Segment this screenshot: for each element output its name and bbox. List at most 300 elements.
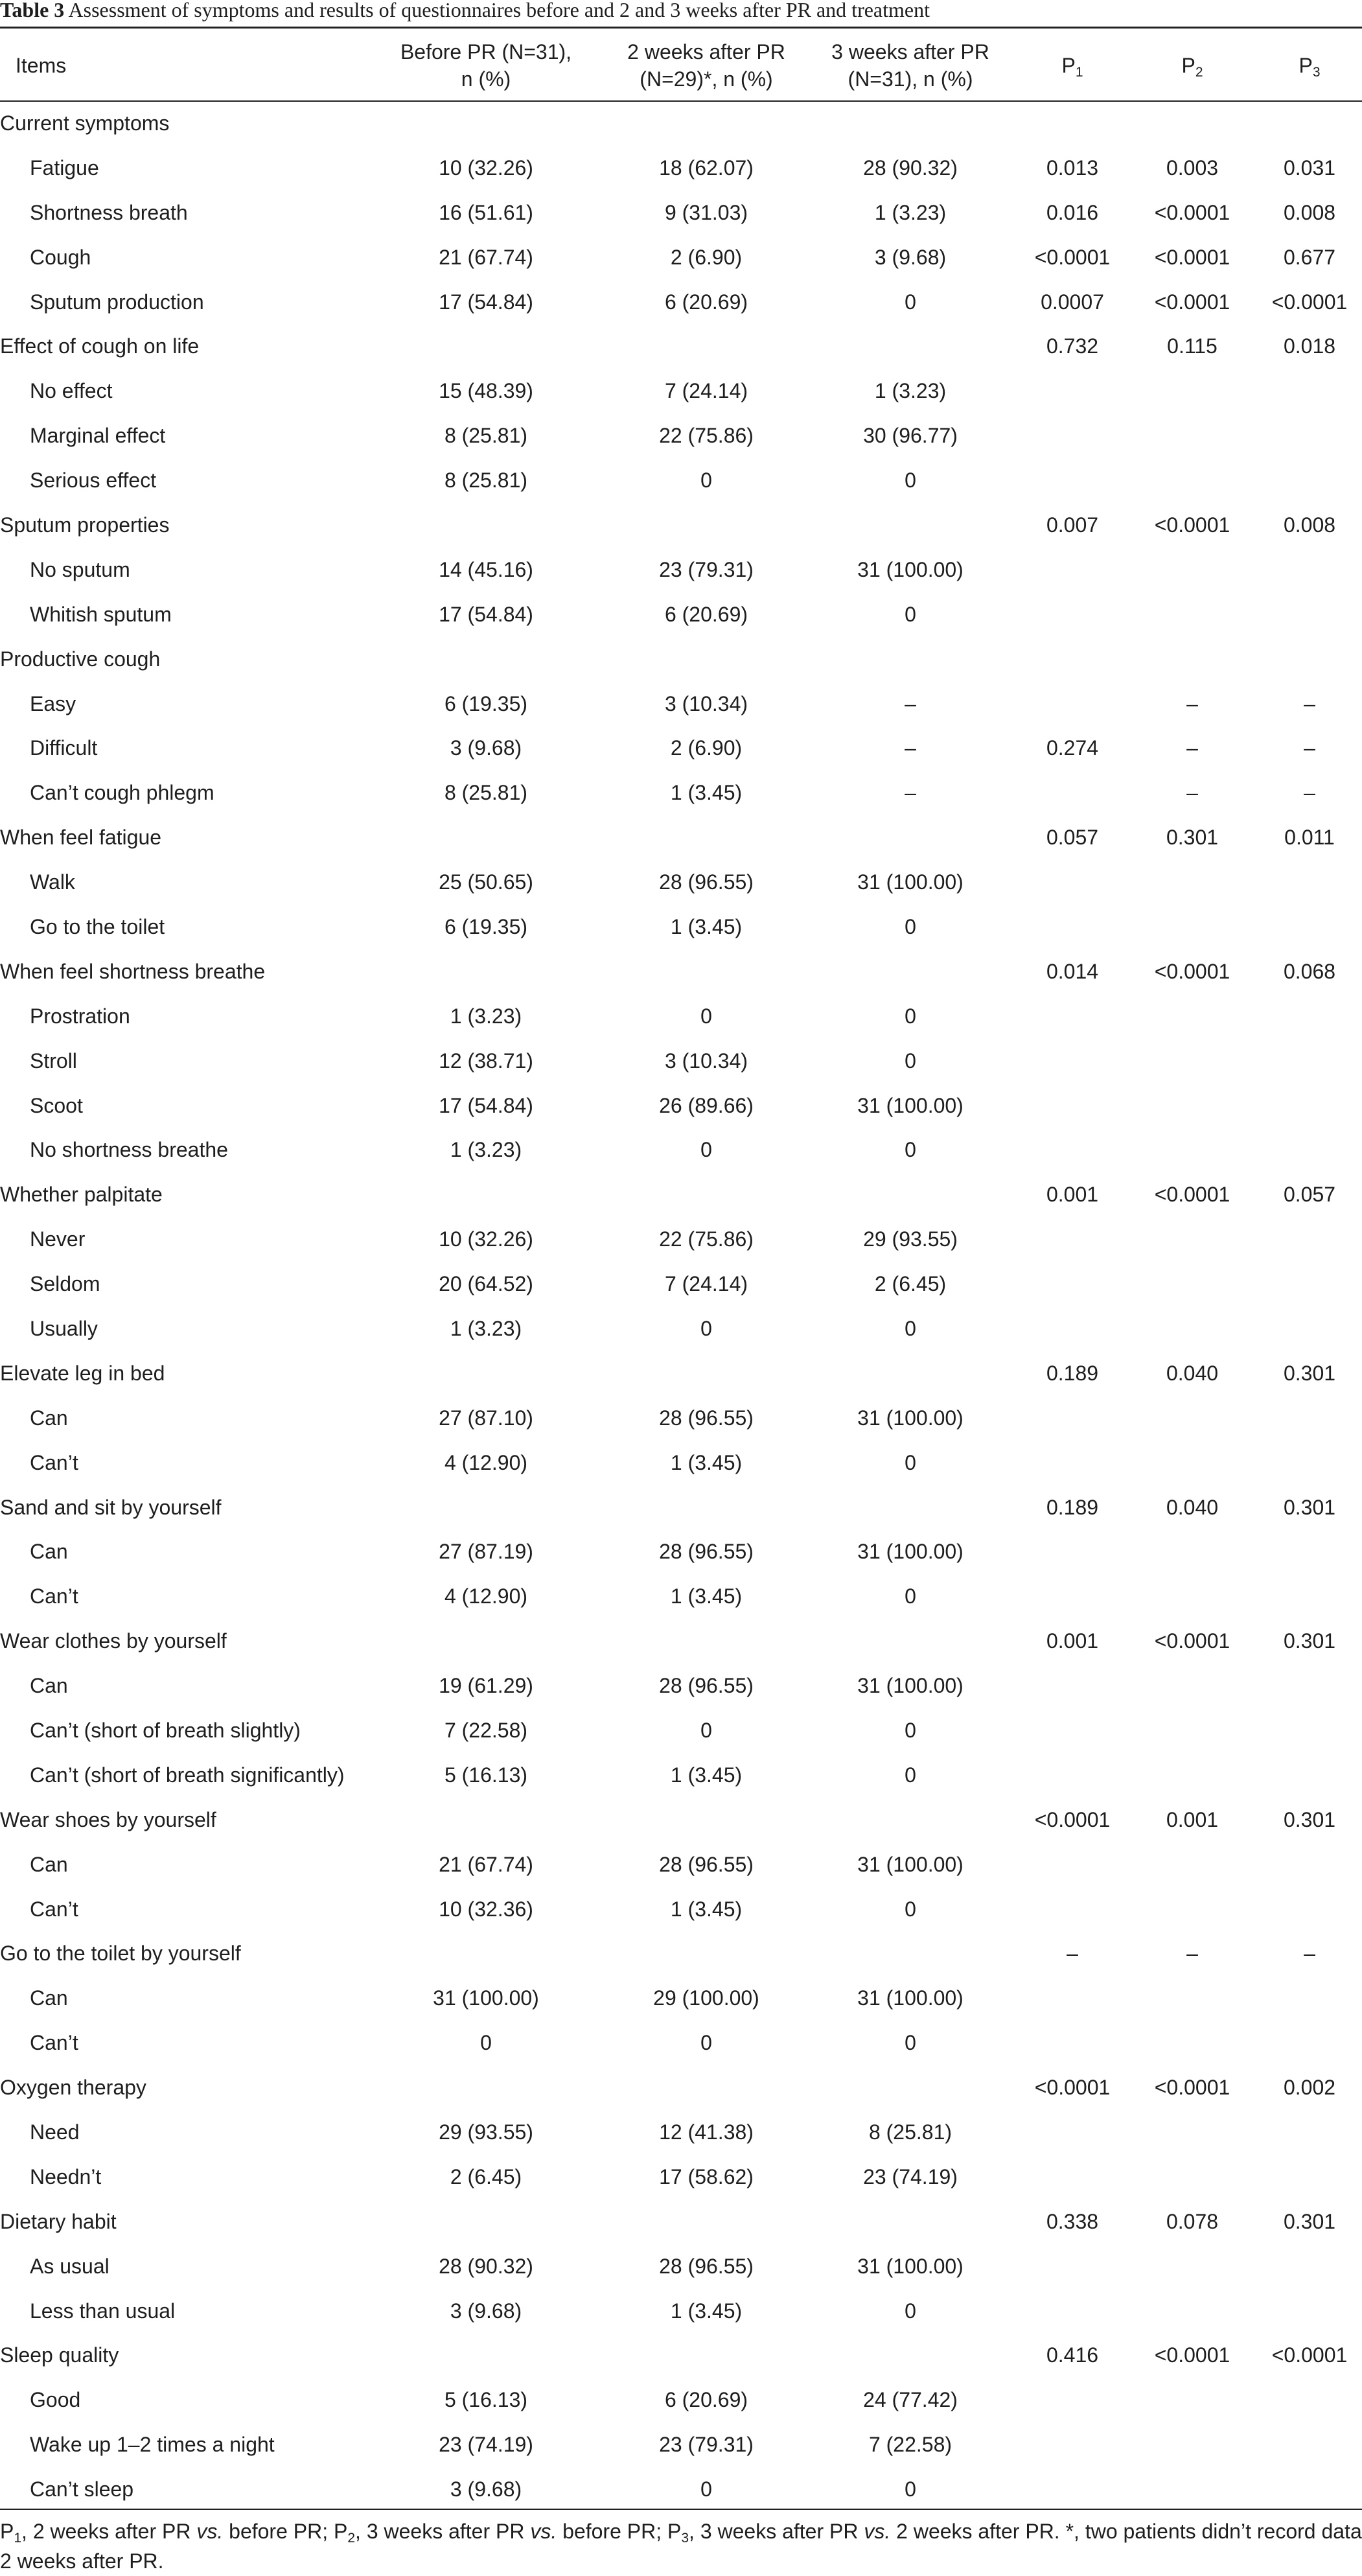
cell-week2 (609, 1798, 803, 1842)
cell-p2 (1127, 2021, 1257, 2065)
cell-p3: 0.008 (1283, 200, 1336, 224)
cell-p1: <0.0001 (1034, 245, 1111, 269)
cell-p1 (1017, 637, 1127, 682)
col-header-items: Items (16, 54, 67, 77)
cell-p1: 0.189 (1046, 1495, 1099, 1519)
table-row (0, 2467, 1362, 2512)
cell-p2 (1127, 1753, 1257, 1798)
table-row (0, 458, 1362, 503)
cell-week2: 29 (100.00) (653, 1986, 759, 2010)
category-row (0, 1932, 1362, 1977)
cell-p1 (1017, 2422, 1127, 2467)
footnote-text-5: , 3 weeks after PR (689, 2520, 864, 2543)
cell-p1 (1017, 101, 1127, 146)
cell-p3 (1257, 637, 1362, 682)
cell-p3 (1257, 1530, 1362, 1575)
cell-p1 (1017, 771, 1127, 815)
cell-week3: 28 (90.32) (863, 156, 958, 180)
table-row (0, 1441, 1362, 1485)
header-row (0, 30, 1362, 101)
cell-p1 (1017, 2378, 1127, 2422)
cell-before: 6 (19.35) (444, 914, 528, 938)
cell-p3: – (1304, 691, 1315, 715)
cell-item: As usual (30, 2254, 110, 2278)
cell-p2 (1127, 637, 1257, 682)
cell-p2: <0.0001 (1154, 1183, 1230, 1207)
cell-before: 12 (38.71) (439, 1049, 533, 1073)
cell-week3: 2 (6.45) (874, 1272, 947, 1296)
cell-week2 (609, 324, 803, 369)
cell-item: Can (30, 1406, 68, 1430)
col-header-week3-line2: (N=31), n (%) (848, 67, 973, 91)
cell-item: Shortness breath (30, 200, 188, 224)
table-row (0, 2244, 1362, 2289)
cell-week2: 2 (6.90) (670, 736, 743, 760)
cell-p1: <0.0001 (1034, 2076, 1111, 2100)
cell-p1 (1017, 1306, 1127, 1351)
cell-p1 (1017, 2110, 1127, 2155)
cell-before: 29 (93.55) (439, 2120, 533, 2144)
cell-p2: – (1186, 691, 1198, 715)
cell-item: No shortness breathe (30, 1138, 228, 1162)
cell-week2: 1 (3.45) (670, 1450, 743, 1474)
cell-item: Marginal effect (30, 424, 166, 448)
table-row (0, 2289, 1362, 2334)
cell-before: 5 (16.13) (444, 2388, 528, 2412)
cell-p3: 0.677 (1283, 245, 1336, 269)
cell-p3 (1257, 2378, 1362, 2422)
category-row (0, 101, 1362, 146)
footnote-text-6: 2 weeks after PR. *, two patients didn’t record data 2 weeks after PR. (0, 2520, 1362, 2573)
cell-item: Can’t (30, 1897, 78, 1921)
cell-week3: 0 (905, 1584, 916, 1608)
cell-p2 (1127, 1887, 1257, 1932)
cell-p1 (1017, 592, 1127, 637)
col-header-week3 (803, 30, 1017, 101)
table-row (0, 905, 1362, 949)
cell-p2 (1127, 1441, 1257, 1485)
cell-week2: 7 (24.14) (664, 1272, 748, 1296)
cell-p3: 0.057 (1283, 1183, 1336, 1207)
cell-week3: 31 (100.00) (857, 1540, 964, 1564)
cell-before (363, 1351, 609, 1396)
col-header-p2 (1127, 30, 1257, 101)
cell-p1 (1017, 1887, 1127, 1932)
cell-week3: – (905, 691, 916, 715)
category-row (0, 1798, 1362, 1842)
cell-p3: 0.011 (1284, 826, 1335, 850)
table-row (0, 1530, 1362, 1575)
cell-week3: 31 (100.00) (857, 557, 964, 581)
cell-week3 (803, 1172, 1017, 1217)
cell-p1: <0.0001 (1034, 1807, 1111, 1831)
cell-p2: 0.078 (1166, 2209, 1219, 2233)
cell-week3: 31 (100.00) (857, 1852, 964, 1876)
cell-week3: 0 (905, 1719, 916, 1742)
cell-p2 (1127, 1842, 1257, 1887)
cell-p2 (1127, 994, 1257, 1039)
cell-item: When feel fatigue (0, 826, 162, 850)
cell-week2: 28 (96.55) (659, 2254, 754, 2278)
cell-before (363, 1485, 609, 1530)
cell-before: 1 (3.23) (450, 1004, 522, 1028)
table-row (0, 1084, 1362, 1128)
table-row (0, 1306, 1362, 1351)
cell-week3: 31 (100.00) (857, 2254, 964, 2278)
cell-week2 (609, 637, 803, 682)
cell-before (363, 2334, 609, 2378)
footnote-p1-sub: 1 (14, 2531, 22, 2546)
cell-week3: 31 (100.00) (857, 1093, 964, 1117)
cell-week3: 0 (905, 2477, 916, 2501)
cell-p1: 0.0007 (1041, 290, 1104, 314)
footnote-text-2: before PR; (223, 2520, 334, 2543)
cell-item: Go to the toilet by yourself (0, 1942, 241, 1966)
table-caption (0, 0, 1362, 25)
table-row (0, 1128, 1362, 1172)
col-header-p2-letter: P (1181, 54, 1195, 77)
cell-p3 (1257, 1574, 1362, 1619)
table-label: Table 3 (0, 0, 65, 21)
col-header-p1 (1017, 30, 1127, 101)
cell-item: Good (30, 2388, 81, 2412)
cell-week3: 0 (905, 1316, 916, 1340)
table-row (0, 1396, 1362, 1441)
cell-p3: 0.068 (1283, 959, 1336, 983)
cell-week2 (609, 2334, 803, 2378)
cell-p3 (1257, 994, 1362, 1039)
cell-p3 (1257, 1664, 1362, 1708)
cell-p3 (1257, 905, 1362, 949)
cell-p2 (1127, 101, 1257, 146)
cell-p2: 0.001 (1166, 1807, 1219, 1831)
cell-item: Usually (30, 1316, 98, 1340)
cell-week2: 1 (3.45) (670, 1763, 743, 1787)
cell-week2: 28 (96.55) (659, 1674, 754, 1698)
cell-week2: 28 (96.55) (659, 1852, 754, 1876)
cell-p2: <0.0001 (1154, 1629, 1230, 1653)
col-header-p3 (1257, 30, 1362, 101)
footnote-p1: P (0, 2520, 14, 2543)
cell-item: Can’t (short of breath significantly) (30, 1763, 345, 1787)
table-row (0, 1887, 1362, 1932)
cell-p2 (1127, 860, 1257, 905)
cell-item: Go to the toilet (30, 914, 165, 938)
cell-item: Can’t sleep (30, 2477, 134, 2501)
col-header-before-line1: Before PR (N=31), (400, 40, 572, 64)
cell-week3: 23 (74.19) (863, 2164, 958, 2188)
cell-p2: 0.115 (1167, 334, 1218, 358)
table-row (0, 771, 1362, 815)
table-row (0, 1976, 1362, 2021)
cell-p2: – (1186, 1942, 1198, 1966)
cell-week3 (803, 2199, 1017, 2244)
cell-p2 (1127, 2467, 1257, 2512)
cell-before: 1 (3.23) (450, 1138, 522, 1162)
cell-before: 1 (3.23) (450, 1316, 522, 1340)
cell-week3 (803, 949, 1017, 994)
cell-before (363, 503, 609, 548)
table-body (0, 101, 1362, 2512)
cell-week2 (609, 101, 803, 146)
cell-item: Never (30, 1227, 86, 1251)
cell-week2: 2 (6.90) (670, 245, 743, 269)
cell-week2: 22 (75.86) (659, 424, 754, 448)
cell-p3 (1257, 2244, 1362, 2289)
category-row (0, 1351, 1362, 1396)
cell-p2 (1127, 548, 1257, 592)
cell-week3: 0 (905, 1897, 916, 1921)
cell-week2 (609, 815, 803, 860)
cell-p1 (1017, 860, 1127, 905)
cell-week3: 0 (905, 1763, 916, 1787)
cell-week2: 0 (700, 1004, 712, 1028)
table-row (0, 682, 1362, 726)
cell-week3 (803, 1485, 1017, 1530)
cell-item: Can’t (30, 1584, 78, 1608)
footnote-p2: P (334, 2520, 348, 2543)
cell-p2: – (1186, 736, 1198, 760)
cell-p2 (1127, 1574, 1257, 1619)
cell-week2 (609, 2065, 803, 2110)
cell-p2 (1127, 2378, 1257, 2422)
cell-week2 (609, 503, 803, 548)
cell-p1 (1017, 2155, 1127, 2199)
cell-item: Seldom (30, 1272, 100, 1296)
cell-before: 10 (32.26) (439, 156, 533, 180)
cell-p3 (1257, 2467, 1362, 2512)
cell-p3 (1257, 1306, 1362, 1351)
cell-item: Dietary habit (0, 2209, 117, 2233)
cell-before (363, 815, 609, 860)
cell-week2: 23 (79.31) (659, 557, 754, 581)
cell-p2 (1127, 1306, 1257, 1351)
footnote-vs-1: vs. (196, 2520, 224, 2543)
cell-item: Needn’t (30, 2164, 102, 2188)
cell-p1 (1017, 994, 1127, 1039)
cell-week2: 28 (96.55) (659, 1406, 754, 1430)
table-row (0, 1039, 1362, 1084)
cell-before: 8 (25.81) (444, 424, 528, 448)
category-row (0, 2199, 1362, 2244)
category-row (0, 1172, 1362, 1217)
cell-week3: 0 (905, 1138, 916, 1162)
cell-week3: 0 (905, 1004, 916, 1028)
cell-p1: 0.014 (1046, 959, 1099, 983)
cell-item: Whether palpitate (0, 1183, 163, 1207)
cell-week2: 9 (31.03) (664, 200, 748, 224)
cell-p1 (1017, 1574, 1127, 1619)
table-row (0, 1574, 1362, 1619)
cell-p2 (1127, 1084, 1257, 1128)
col-header-week2-line1: 2 weeks after PR (627, 40, 785, 64)
cell-item: Sputum properties (0, 513, 170, 537)
cell-p3: – (1304, 736, 1315, 760)
cell-week2: 1 (3.45) (670, 2299, 743, 2323)
cell-week2: 1 (3.45) (670, 1584, 743, 1608)
cell-item: Effect of cough on life (0, 334, 200, 358)
table-row (0, 2378, 1362, 2422)
table-row (0, 592, 1362, 637)
cell-p3: <0.0001 (1271, 290, 1348, 314)
cell-p1 (1017, 1396, 1127, 1441)
col-header-week2 (609, 30, 803, 101)
cell-week3: 0 (905, 2031, 916, 2055)
cell-week3: 31 (100.00) (857, 1406, 964, 1430)
cell-week3: 7 (22.58) (868, 2433, 952, 2457)
cell-before (363, 949, 609, 994)
cell-item: Current symptoms (0, 111, 170, 135)
cell-week2: 0 (700, 2477, 712, 2501)
cell-p1 (1017, 1217, 1127, 1262)
col-header-p1-letter: P (1061, 54, 1076, 77)
cell-p2 (1127, 1976, 1257, 2021)
cell-p3 (1257, 1396, 1362, 1441)
cell-p1 (1017, 2244, 1127, 2289)
cell-before (363, 324, 609, 369)
cell-before: 21 (67.74) (439, 1852, 533, 1876)
cell-item: Need (30, 2120, 80, 2144)
cell-before: 10 (32.26) (439, 1227, 533, 1251)
cell-p3: 0.301 (1283, 1361, 1336, 1385)
cell-p3: 0.002 (1283, 2076, 1336, 2100)
cell-p1 (1017, 1976, 1127, 2021)
cell-p1 (1017, 369, 1127, 413)
cell-before (363, 2065, 609, 2110)
cell-item: Can’t (short of breath slightly) (30, 1719, 301, 1742)
table-row (0, 1217, 1362, 1262)
cell-p3: <0.0001 (1271, 2343, 1348, 2367)
cell-week2: 1 (3.45) (670, 1897, 743, 1921)
cell-before: 4 (12.90) (444, 1584, 528, 1608)
col-header-p3-sub: 3 (1312, 65, 1321, 80)
cell-week3 (803, 815, 1017, 860)
col-header-before-line2: n (%) (461, 67, 511, 91)
cell-week3 (803, 637, 1017, 682)
table-row (0, 860, 1362, 905)
cell-week3 (803, 324, 1017, 369)
cell-week2: 0 (700, 2031, 712, 2055)
cell-p2 (1127, 1708, 1257, 1753)
cell-week3: 0 (905, 1450, 916, 1474)
col-header-p1-sub: 1 (1075, 65, 1083, 80)
cell-before: 17 (54.84) (439, 602, 533, 626)
cell-item: Less than usual (30, 2299, 176, 2323)
cell-p3 (1257, 1887, 1362, 1932)
cell-week3: 31 (100.00) (857, 1674, 964, 1698)
cell-p3 (1257, 1753, 1362, 1798)
footnote-text-3: , 3 weeks after PR (355, 2520, 531, 2543)
cell-p3 (1257, 592, 1362, 637)
footnote-p3-sub: 3 (681, 2531, 689, 2546)
cell-before: 3 (9.68) (450, 2477, 522, 2501)
cell-week2 (609, 1619, 803, 1664)
cell-before: 3 (9.68) (450, 2299, 522, 2323)
cell-p3: – (1304, 1942, 1315, 1966)
cell-week2: 22 (75.86) (659, 1227, 754, 1251)
cell-before (363, 2199, 609, 2244)
cell-before (363, 1798, 609, 1842)
cell-week3 (803, 503, 1017, 548)
cell-before: 31 (100.00) (433, 1986, 539, 2010)
cell-week2: 0 (700, 1138, 712, 1162)
cell-week2: 28 (96.55) (659, 870, 754, 894)
table-row (0, 1708, 1362, 1753)
cell-p1: 0.338 (1046, 2209, 1099, 2233)
cell-p1 (1017, 2467, 1127, 2512)
cell-week2: 1 (3.45) (670, 914, 743, 938)
cell-p3: 0.301 (1283, 1629, 1336, 1653)
category-row (0, 637, 1362, 682)
cell-before: 15 (48.39) (439, 379, 533, 403)
cell-week2: 6 (20.69) (664, 290, 748, 314)
cell-before (363, 1932, 609, 1977)
cell-item: Prostration (30, 1004, 130, 1028)
table-row (0, 1753, 1362, 1798)
cell-week2: 18 (62.07) (659, 156, 754, 180)
cell-item: Sputum production (30, 290, 204, 314)
cell-before: 3 (9.68) (450, 736, 522, 760)
cell-week2: 12 (41.38) (659, 2120, 754, 2144)
cell-week2: 0 (700, 1719, 712, 1742)
cell-p1: 0.732 (1046, 334, 1099, 358)
col-header-week2-line2: (N=29)*, n (%) (640, 67, 773, 91)
cell-p1 (1017, 2021, 1127, 2065)
cell-p1: 0.189 (1046, 1361, 1099, 1385)
cell-item: Wake up 1–2 times a night (30, 2433, 275, 2457)
cell-p3 (1257, 548, 1362, 592)
cell-item: Easy (30, 691, 76, 715)
cell-p1 (1017, 1530, 1127, 1575)
cell-p2 (1127, 1217, 1257, 1262)
table-row (0, 280, 1362, 325)
cell-week3 (803, 1619, 1017, 1664)
table-row (0, 1664, 1362, 1708)
cell-p1 (1017, 905, 1127, 949)
table-title: Assessment of symptoms and results of questionnaires before and 2 and 3 weeks after PR and treatment (68, 0, 930, 21)
cell-before: 4 (12.90) (444, 1450, 528, 1474)
cell-before: 14 (45.16) (439, 557, 533, 581)
cell-week3 (803, 101, 1017, 146)
cell-p2: – (1186, 781, 1198, 805)
cell-p1 (1017, 2289, 1127, 2334)
cell-before: 28 (90.32) (439, 2254, 533, 2278)
cell-p3 (1257, 369, 1362, 413)
cell-p1: 0.001 (1046, 1629, 1099, 1653)
col-header-week3-line1: 3 weeks after PR (831, 40, 989, 64)
cell-item: Productive cough (0, 647, 161, 671)
cell-before: 20 (64.52) (439, 1272, 533, 1296)
cell-week3: 24 (77.42) (863, 2388, 958, 2412)
cell-before: 27 (87.19) (439, 1540, 533, 1564)
cell-before (363, 101, 609, 146)
cell-week2 (609, 1351, 803, 1396)
cell-p1: 0.001 (1046, 1183, 1099, 1207)
footnote-text-4: before PR; (557, 2520, 667, 2543)
cell-p2 (1127, 1530, 1257, 1575)
cell-item: Can’t (30, 1450, 78, 1474)
cell-before: 2 (6.45) (450, 2164, 522, 2188)
table-row (0, 2110, 1362, 2155)
cell-week3: 3 (9.68) (874, 245, 947, 269)
cell-p1 (1017, 1708, 1127, 1753)
category-row (0, 324, 1362, 369)
footnote-vs-3: vs. (864, 2520, 891, 2543)
cell-p2 (1127, 413, 1257, 458)
cell-week2: 23 (79.31) (659, 2433, 754, 2457)
cell-p1 (1017, 1842, 1127, 1887)
cell-week3: 8 (25.81) (868, 2120, 952, 2144)
